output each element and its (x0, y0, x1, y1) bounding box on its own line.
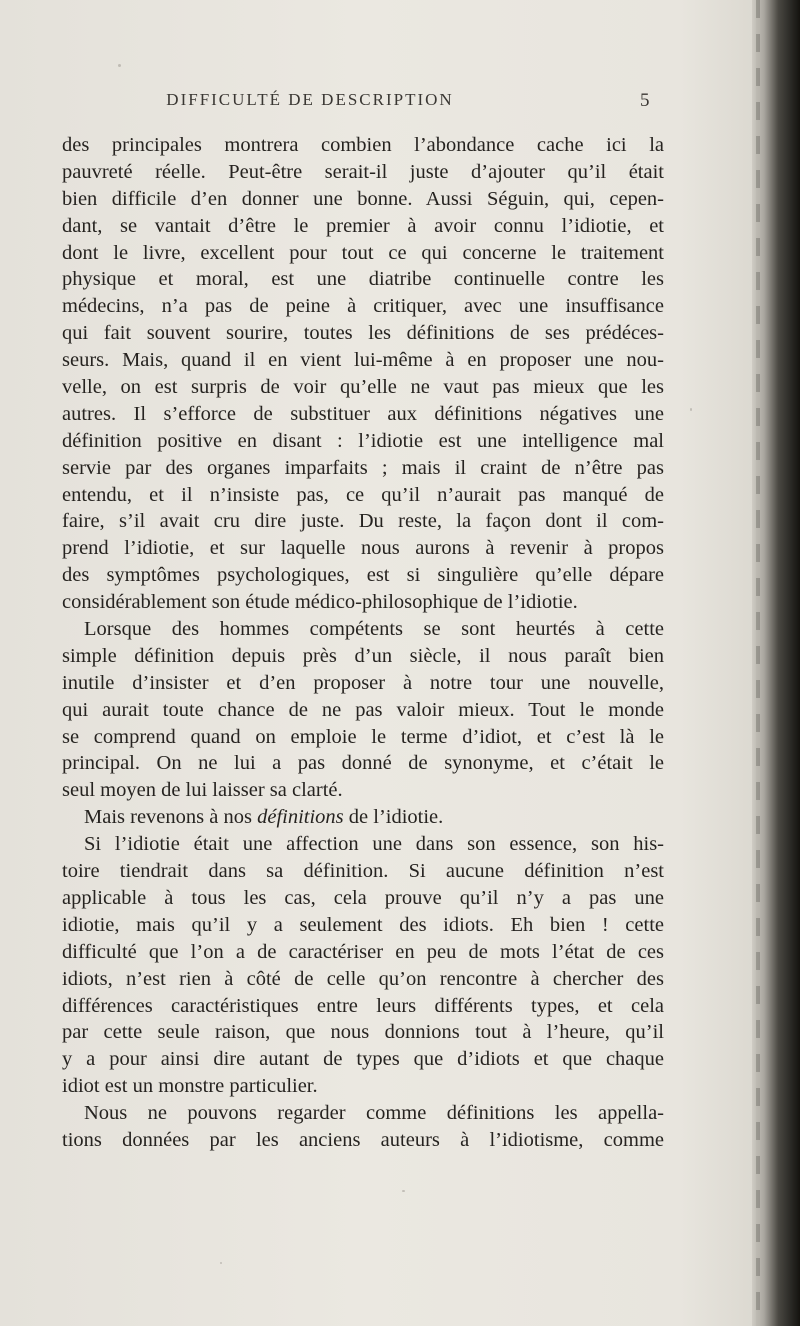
paper-speck (118, 64, 121, 67)
paper-speck (402, 1190, 405, 1192)
text-line: inutile d’insister et d’en proposer à notre tour une nouvelle, (62, 671, 664, 694)
text-line: applicable à tous les cas, cela prouve qu’il n’y a pas une (62, 886, 664, 909)
text-line: idiot est un monstre particulier. (62, 1075, 318, 1098)
text-line: principal. On ne lui a pas donné de synonyme, et c’était le (62, 752, 664, 775)
text-line: médecins, n’a pas de peine à critiquer, avec une insuffisance (62, 295, 664, 318)
page-number: 5 (640, 90, 650, 111)
text-line: idiots, n’est rien à côté de celle qu’on rencontre à chercher des (62, 967, 664, 990)
text-line: prend l’idiotie, et sur laquelle nous aurons à revenir à propos (62, 537, 664, 560)
text-run: de l’idiotie. (343, 806, 444, 829)
text-line: qui fait souvent sourire, toutes les définitions de ses prédéces- (62, 322, 664, 345)
text-line: physique et moral, est une diatribe continuelle contre les (62, 268, 664, 291)
text-line: toire tiendrait dans sa définition. Si aucune définition n’est (62, 860, 664, 883)
italic-term: définitions (257, 806, 344, 829)
paper-speck (690, 408, 692, 411)
text-line: idiotie, mais qu’il y a seulement des idiots. Eh bien ! cette (62, 913, 664, 936)
running-title: DIFFICULTÉ DE DESCRIPTION (166, 90, 454, 109)
text-line: simple définition depuis près d’un siècle, il nous paraît bien (62, 644, 664, 667)
text-line: entendu, et il n’insiste pas, ce qu’il n’aurait pas manqué de (62, 483, 664, 506)
text-line: des principales montrera combien l’abondance cache ici la (62, 134, 664, 156)
text-line: difficulté que l’on a de caractériser en peu de mots l’état de ces (62, 940, 664, 963)
text-line: seul moyen de lui laisser sa clarté. (62, 779, 343, 802)
text-line: définition positive en disant : l’idiotie est une intelligence mal (62, 429, 664, 452)
text-line: qui aurait toute chance de ne pas valoir mieux. Tout le monde (62, 698, 664, 721)
text-line: pauvreté réelle. Peut-être serait-il juste d’ajouter qu’il était (62, 160, 664, 183)
text-line: par cette seule raison, que nous donnions tout à l’heure, qu’il (62, 1021, 664, 1044)
text-line: bien difficile d’en donner une bonne. Aussi Séguin, qui, cepen- (62, 187, 664, 210)
text-line: Si l’idiotie était une affection une dans son essence, son his- (84, 833, 664, 856)
text-line: tions données par les anciens auteurs à l’idiotisme, comme (62, 1128, 664, 1151)
text-line: Nous ne pouvons regarder comme définitions les appella- (84, 1102, 664, 1125)
paper-speck (220, 1262, 222, 1264)
page-edge (756, 0, 760, 1326)
text-line: servie par des organes imparfaits ; mais il craint de n’être pas (62, 456, 664, 479)
text-line: y a pour ainsi dire autant de types que d’idiots et que chaque (62, 1048, 664, 1071)
running-head (0, 90, 752, 120)
text-line: considérablement son étude médico-philosophique de l’idiotie. (62, 591, 578, 614)
text-run: Mais revenons à nos (84, 806, 258, 829)
text-line: des symptômes psychologiques, est si singulière qu’elle dépare (62, 564, 664, 587)
text-line: faire, s’il avait cru dire juste. Du reste, la façon dont il com- (62, 510, 664, 533)
text-line: dant, se vantait d’être le premier à avoir connu l’idiotie, et (62, 214, 664, 237)
text-line: Lorsque des hommes compétents se sont heurtés à cette (84, 618, 664, 641)
text-line: différences caractéristiques entre leurs différents types, et cela (62, 994, 664, 1017)
text-line: autres. Il s’efforce de substituer aux définitions négatives une (62, 402, 664, 425)
text-line: seurs. Mais, quand il en vient lui-même à en proposer une nou- (62, 349, 664, 372)
text-line: se comprend quand on emploie le terme d’idiot, et c’est là le (62, 725, 664, 748)
text-line: velle, on est surpris de voir qu’elle ne vaut pas mieux que les (62, 376, 664, 399)
text-line: dont le livre, excellent pour tout ce qui concerne le traitement (62, 241, 664, 264)
body-text (62, 132, 664, 1154)
paragraph-definitions (62, 804, 664, 831)
